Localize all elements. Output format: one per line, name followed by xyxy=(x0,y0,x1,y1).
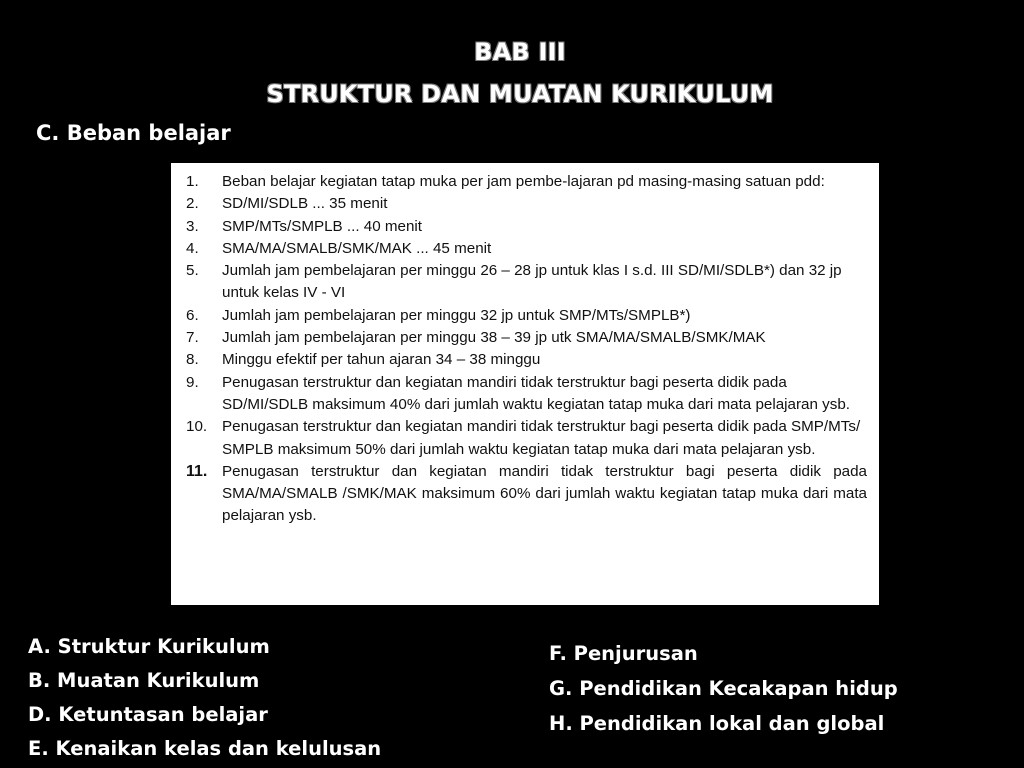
topic-list-left xyxy=(28,630,381,766)
document-item-number: 11. xyxy=(186,462,208,480)
document-item xyxy=(171,260,879,305)
topic-item: A. Struktur Kurikulum xyxy=(28,635,270,658)
document-item xyxy=(171,305,879,327)
document-item-text: Minggu efektif per tahun ajaran 34 – 38 minggu xyxy=(222,351,541,369)
document-item-number: 6. xyxy=(186,306,199,324)
topic-item: G. Pendidikan Kecakapan hidup xyxy=(549,677,898,700)
document-item-number: 7. xyxy=(186,329,199,347)
document-item xyxy=(171,238,879,260)
topic-list-right xyxy=(549,636,898,741)
document-item xyxy=(171,171,879,193)
document-item-text: Jumlah jam pembelajaran per minggu 38 – 39 jp utk SMA/MA/SMALB/SMK/MAK xyxy=(222,329,766,347)
document-image-panel xyxy=(171,163,879,605)
topic-item: E. Kenaikan kelas dan kelulusan xyxy=(28,737,382,760)
topic-item: B. Muatan Kurikulum xyxy=(28,669,260,692)
document-item xyxy=(171,349,879,371)
document-item xyxy=(171,416,879,461)
topic-item: F. Penjurusan xyxy=(549,642,698,665)
topic-item: D. Ketuntasan belajar xyxy=(28,703,268,726)
document-item xyxy=(171,216,879,238)
document-item-text: Beban belajar kegiatan tatap muka per jam pembe-lajaran pd masing-masing satuan pdd: xyxy=(222,173,825,190)
document-item-text: SMA/MA/SMALB/SMK/MAK ... 45 menit xyxy=(222,239,492,257)
slide-title-line-1: BAB III xyxy=(474,38,566,66)
document-item xyxy=(171,193,879,215)
document-item-text: Jumlah jam pembelajaran per minggu 32 jp untuk SMP/MTs/SMPLB*) xyxy=(222,306,691,324)
document-item-number: 9. xyxy=(186,373,199,391)
document-item-number: 8. xyxy=(186,351,199,369)
slide-title-line-2: STRUKTUR DAN MUATAN KURIKULUM xyxy=(266,80,774,108)
document-item-number: 4. xyxy=(186,239,199,257)
document-item-text: Jumlah jam pembelajaran per minggu 26 – 28 jp untuk klas I s.d. III SD/MI/SDLB*) dan 32 jp untuk kelas IV - VI xyxy=(222,262,842,302)
document-list xyxy=(171,171,879,528)
document-item-number: 2. xyxy=(186,195,199,213)
document-item-text: Penugasan terstruktur dan kegiatan mandiri tidak terstruktur bagi peserta didik pada SMP/MTs/ SMPLB maksimum 50% dari jumlah waktu kegiatan tatap muka dari mata pelajaran ysb. xyxy=(222,418,861,458)
topic-item: H. Pendidikan lokal dan global xyxy=(549,712,885,735)
document-item-number: 1. xyxy=(186,173,199,190)
document-item-text: SD/MI/SDLB ... 35 menit xyxy=(222,195,388,213)
document-item xyxy=(171,461,879,528)
document-item xyxy=(171,327,879,349)
document-item-text: Penugasan terstruktur dan kegiatan mandiri tidak terstruktur bagi peserta didik pada SMA/MA/SMALB /SMK/MAK maksimum 60% dari jumlah waktu kegiatan tatap muka dari mata pelajaran ysb. xyxy=(222,462,867,525)
document-item-text: SMP/MTs/SMPLB ... 40 menit xyxy=(222,217,423,235)
document-item-number: 3. xyxy=(186,217,199,235)
document-item xyxy=(171,372,879,417)
document-item-number: 5. xyxy=(186,262,199,280)
document-item-text: Penugasan terstruktur dan kegiatan mandiri tidak terstruktur bagi peserta didik pada SD/MI/SDLB maksimum 40% dari jumlah waktu kegiatan tatap muka dari mata pelajaran ysb. xyxy=(222,373,851,413)
section-heading: C. Beban belajar xyxy=(36,121,231,145)
document-item-number: 10. xyxy=(186,418,208,436)
